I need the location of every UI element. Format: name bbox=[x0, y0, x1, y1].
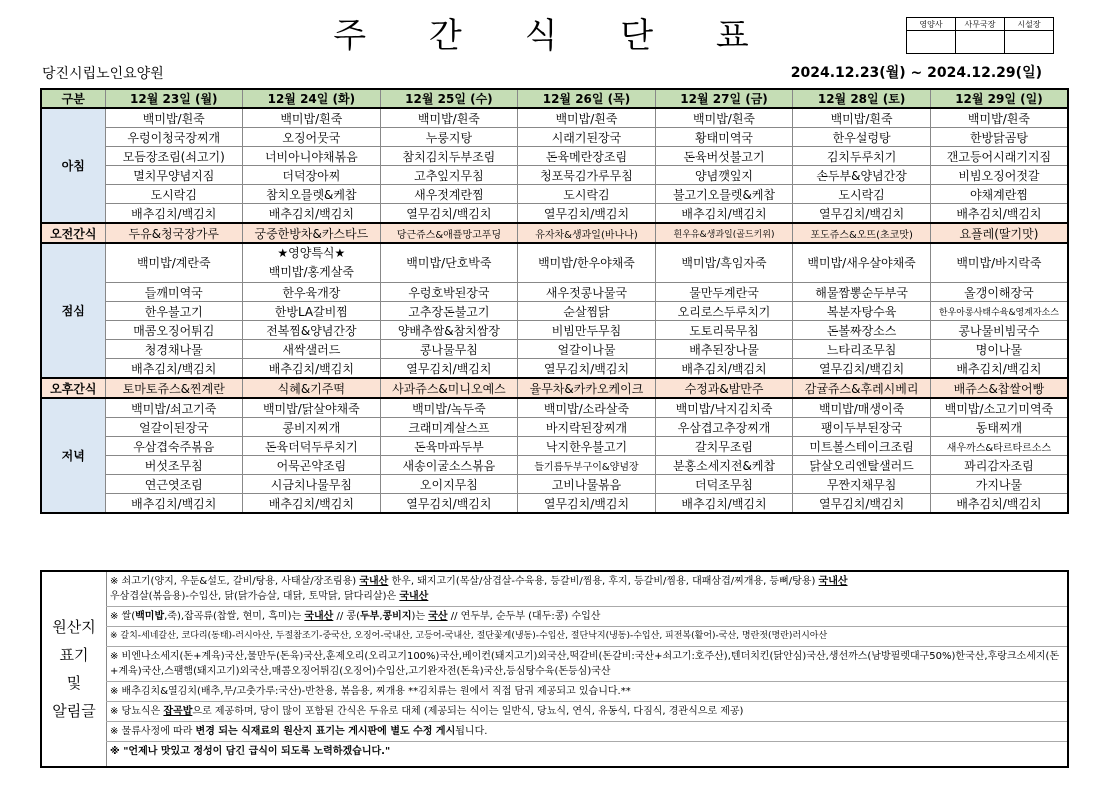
menu-cell: 콩나물비빔국수 bbox=[930, 321, 1068, 340]
note-text: ※ 물류사정에 따라 bbox=[110, 726, 196, 737]
snack-cell: 사과쥬스&미니오예스 bbox=[380, 378, 518, 398]
menu-cell: 새우까스&타르타르소스 bbox=[930, 437, 1068, 456]
notes-label-line: 원산지 bbox=[52, 618, 96, 636]
note-text: // 연두부, 순두부 (대두:콩) 수입산 bbox=[447, 611, 601, 622]
menu-cell: 바지락된장찌개 bbox=[518, 418, 656, 437]
menu-cell: 백미밥/흰죽 bbox=[380, 108, 518, 128]
note-kimchi: ※ 배추김치&열김치(배추,무/고춧가루:국산)-반찬용, 볶음용, 찌개용 **김치류는 원에서 직접 담궈 제공되고 있습니다.** bbox=[106, 682, 1067, 702]
snack-cell: 배쥬스&찹쌀어빵 bbox=[930, 378, 1068, 398]
breakfast-row bbox=[41, 204, 1068, 224]
snack-cell: 두유&청국장가루 bbox=[105, 223, 243, 243]
menu-cell: 시금치나물무침 bbox=[243, 475, 381, 494]
menu-cell: 백미밥/녹두죽 bbox=[380, 398, 518, 418]
breakfast-row bbox=[41, 128, 1068, 147]
menu-cell: 백미밥/바지락죽 bbox=[930, 243, 1068, 283]
note-emphasis: 변경 되는 식재료의 원산지 표기는 게시판에 별도 수정 게시 bbox=[195, 726, 456, 737]
note-diabetic bbox=[106, 702, 1067, 722]
snack-cell: 수정과&밤만주 bbox=[655, 378, 793, 398]
snack-cell: 식혜&기주떡 bbox=[243, 378, 381, 398]
page-title: 주 간 식 단 표 bbox=[333, 16, 775, 56]
lunch-row bbox=[41, 321, 1068, 340]
menu-cell: 모듬장조림(쇠고기) bbox=[105, 147, 243, 166]
menu-cell: 우삼겹숙주볶음 bbox=[105, 437, 243, 456]
column-header: 12월 26일 (목) bbox=[518, 89, 656, 108]
menu-cell: 백미밥/흰죽 bbox=[930, 108, 1068, 128]
menu-cell: 백미밥/흰죽 bbox=[793, 108, 931, 128]
lunch-row bbox=[41, 340, 1068, 359]
am_snack-label: 오전간식 bbox=[41, 223, 105, 243]
menu-cell: 양배추쌈&참치쌈장 bbox=[380, 321, 518, 340]
menu-cell: 동태찌개 bbox=[930, 418, 1068, 437]
menu-cell: 열무김치/백김치 bbox=[380, 359, 518, 379]
breakfast-row bbox=[41, 166, 1068, 185]
notes-label bbox=[42, 572, 107, 766]
menu-cell: 배추김치/백김치 bbox=[655, 359, 793, 379]
notes-label-line: 및 bbox=[66, 674, 82, 692]
menu-cell: 백미밥/흰죽 bbox=[105, 108, 243, 128]
menu-cell: 어묵곤약조림 bbox=[243, 456, 381, 475]
column-header: 12월 24일 (화) bbox=[243, 89, 381, 108]
menu-cell: 비빔오징어젓갈 bbox=[930, 166, 1068, 185]
menu-cell: 배추김치/백김치 bbox=[243, 494, 381, 514]
column-header: 12월 23일 (월) bbox=[105, 89, 243, 108]
note-text: ,죽),잡곡류(찹쌀, 현미, 흑미)는 bbox=[164, 611, 305, 622]
menu-cell: 도시락김 bbox=[793, 185, 931, 204]
menu-cell: 야채계란찜 bbox=[930, 185, 1068, 204]
menu-cell: 오리로스두루치기 bbox=[655, 302, 793, 321]
menu-cell: 백미밥/소고기미역죽 bbox=[930, 398, 1068, 418]
menu-cell: 불고기오믈렛&케찹 bbox=[655, 185, 793, 204]
menu-cell: 순살찜닭 bbox=[518, 302, 656, 321]
note-emphasis: 국내산 bbox=[399, 591, 429, 602]
menu-cell: 새우젓콩나물국 bbox=[518, 283, 656, 302]
approval-head: 시설장 bbox=[1005, 18, 1054, 31]
note-emphasis: 국산 bbox=[428, 611, 448, 622]
menu-cell: 배추김치/백김치 bbox=[930, 494, 1068, 514]
organization-name: 당진시립노인요양원 bbox=[42, 66, 164, 82]
breakfast-row bbox=[41, 147, 1068, 166]
menu-cell: 열무김치/백김치 bbox=[793, 494, 931, 514]
breakfast-row bbox=[41, 108, 1068, 128]
menu-cell: 배추김치/백김치 bbox=[243, 204, 381, 224]
menu-cell: 청포묵김가루무침 bbox=[518, 166, 656, 185]
notes-label-line: 알림글 bbox=[52, 702, 96, 720]
menu-cell: 물만두계란국 bbox=[655, 283, 793, 302]
menu-cell: 너비아니야채볶음 bbox=[243, 147, 381, 166]
note-text: ※ 쌀( bbox=[110, 611, 136, 622]
note-meat-origin bbox=[106, 572, 1067, 607]
menu-cell: 백미밥/소라살죽 bbox=[518, 398, 656, 418]
menu-cell: 새송이굴소스볶음 bbox=[380, 456, 518, 475]
lunch-row bbox=[41, 302, 1068, 321]
menu-cell: 해물짬뽕순두부국 bbox=[793, 283, 931, 302]
menu-cell: 열무김치/백김치 bbox=[793, 359, 931, 379]
menu-cell: 낙지한우불고기 bbox=[518, 437, 656, 456]
menu-cell: 백미밥/흑임자죽 bbox=[655, 243, 793, 283]
menu-cell: 배추김치/백김치 bbox=[930, 204, 1068, 224]
note-grain-origin bbox=[106, 607, 1067, 627]
note-emphasis: 국내산 bbox=[304, 611, 334, 622]
note-text: 됩니다. bbox=[455, 726, 488, 737]
menu-cell: 들깨미역국 bbox=[105, 283, 243, 302]
menu-cell: 배추김치/백김치 bbox=[105, 494, 243, 514]
note-emphasis: 백미밥 bbox=[135, 611, 165, 622]
menu-cell: 콩비지찌개 bbox=[243, 418, 381, 437]
menu-cell: 청경채나물 bbox=[105, 340, 243, 359]
approval-dietitian: 영양사 bbox=[907, 18, 956, 31]
menu-cell: 고추장돈불고기 bbox=[380, 302, 518, 321]
menu-cell: 도시락김 bbox=[105, 185, 243, 204]
menu-cell: 한방닭곰탕 bbox=[930, 128, 1068, 147]
menu-cell: 한우설렁탕 bbox=[793, 128, 931, 147]
menu-cell: 한우아롱사태수육&영계자소스 bbox=[930, 302, 1068, 321]
menu-cell: 갈치무조림 bbox=[655, 437, 793, 456]
menu-cell: 배추김치/백김치 bbox=[105, 204, 243, 224]
notes-body bbox=[106, 572, 1067, 761]
menu-cell: 백미밥/매생이죽 bbox=[793, 398, 931, 418]
note-text: 한우, 돼지고기(목살/삼겹살-수육용, 등갈비/찜용, 후지, 등갈비/찜용, 대패삼겹/찌개용, 등뼈/탕용) bbox=[388, 576, 819, 587]
menu-cell: 열무김치/백김치 bbox=[518, 204, 656, 224]
menu-cell: 돈볼짜장소스 bbox=[793, 321, 931, 340]
breakfast-row bbox=[41, 185, 1068, 204]
menu-cell: 백미밥/한우야채죽 bbox=[518, 243, 656, 283]
dinner-row bbox=[41, 456, 1068, 475]
lunch-row bbox=[41, 359, 1068, 379]
menu-cell: 손두부&양념간장 bbox=[793, 166, 931, 185]
snack-cell: 궁중한방차&카스타드 bbox=[243, 223, 381, 243]
column-header: 12월 25일 (수) bbox=[380, 89, 518, 108]
pm_snack-row bbox=[41, 378, 1068, 398]
note-emphasis: 잡곡밥 bbox=[163, 706, 193, 717]
menu-cell: 백미밥/낙지김치죽 bbox=[655, 398, 793, 418]
snack-cell: 토마토쥬스&찐계란 bbox=[105, 378, 243, 398]
notes-label-line: 표기 bbox=[59, 646, 89, 664]
menu-cell: 백미밥/흰죽 bbox=[518, 108, 656, 128]
snack-cell: 포도쥬스&오뜨(초코맛) bbox=[793, 223, 931, 243]
note-emphasis: 국내산 bbox=[359, 576, 389, 587]
note-text: 으로 제공하며, 당이 많이 포함된 간식은 두유로 대체 (제공되는 식이는 일반식, 당뇨식, 연식, 유동식, 다짐식, 경관식으로 제공) bbox=[192, 706, 744, 717]
menu-cell: 크래미계살스프 bbox=[380, 418, 518, 437]
menu-cell: 전복찜&양념간장 bbox=[243, 321, 381, 340]
menu-cell: 백미밥/새우살야채죽 bbox=[793, 243, 931, 283]
dinner-row bbox=[41, 437, 1068, 456]
menu-cell: 배추김치/백김치 bbox=[930, 359, 1068, 379]
snack-cell: 율무차&카카오케이크 bbox=[518, 378, 656, 398]
header-row bbox=[41, 89, 1068, 108]
menu-cell: 백미밥/계란죽 bbox=[105, 243, 243, 283]
column-header: 12월 27일 (금) bbox=[655, 89, 793, 108]
note-change bbox=[106, 722, 1067, 742]
menu-cell: 돈육마파두부 bbox=[380, 437, 518, 456]
menu-cell: 새우젓계란찜 bbox=[380, 185, 518, 204]
menu-cell: 꽈리감자조림 bbox=[930, 456, 1068, 475]
lunch-row bbox=[41, 243, 1068, 283]
menu-cell: 열무김치/백김치 bbox=[380, 494, 518, 514]
note-emphasis: 콩비지 bbox=[382, 611, 412, 622]
menu-cell: ★영양특식★ 백미밥/홍게살죽 bbox=[243, 243, 381, 283]
menu-cell: 열무김치/백김치 bbox=[793, 204, 931, 224]
menu-cell: 한우육개장 bbox=[243, 283, 381, 302]
menu-cell: 닭살오리엔탈샐러드 bbox=[793, 456, 931, 475]
menu-cell: 배추된장나물 bbox=[655, 340, 793, 359]
menu-cell: 오이지무침 bbox=[380, 475, 518, 494]
dinner-label: 저녁 bbox=[41, 398, 105, 513]
menu-cell: 연근엿조림 bbox=[105, 475, 243, 494]
lunch-row bbox=[41, 283, 1068, 302]
menu-cell: 우렁이청국장찌개 bbox=[105, 128, 243, 147]
menu-cell: 돈육더덕두루치기 bbox=[243, 437, 381, 456]
pm_snack-label: 오후간식 bbox=[41, 378, 105, 398]
menu-cell: 백미밥/닭살야채죽 bbox=[243, 398, 381, 418]
menu-cell: 김치두루치기 bbox=[793, 147, 931, 166]
menu-cell: 우삼겹고추장찌개 bbox=[655, 418, 793, 437]
menu-cell: 매콤오징어튀김 bbox=[105, 321, 243, 340]
menu-cell: 버섯조무침 bbox=[105, 456, 243, 475]
menu-cell: 열무김치/백김치 bbox=[518, 359, 656, 379]
menu-cell: 백미밥/흰죽 bbox=[243, 108, 381, 128]
signature-cell bbox=[1005, 31, 1054, 54]
note-text: )는 bbox=[411, 611, 429, 622]
menu-cell: 올갱이해장국 bbox=[930, 283, 1068, 302]
menu-cell: 황태미역국 bbox=[655, 128, 793, 147]
menu-cell: 분홍소세지전&케찹 bbox=[655, 456, 793, 475]
snack-cell: 흰우유&생과일(골드키위) bbox=[655, 223, 793, 243]
dinner-row bbox=[41, 418, 1068, 437]
note-emphasis: 두부 bbox=[359, 611, 380, 622]
menu-cell: 참치오믈렛&케찹 bbox=[243, 185, 381, 204]
dinner-row bbox=[41, 494, 1068, 514]
menu-period: 2024.12.23(월) ~ 2024.12.29(일) bbox=[790, 65, 1042, 81]
snack-cell: 유자차&생과일(바나나) bbox=[518, 223, 656, 243]
note-text: ※ 당뇨식은 bbox=[110, 706, 164, 717]
menu-cell: 누룽지탕 bbox=[380, 128, 518, 147]
note-text: ※ 쇠고기(양지, 우둔&설도, 갈비/탕용, 사태살/장조림용) bbox=[110, 576, 360, 587]
menu-cell: 미트볼스테이크조림 bbox=[793, 437, 931, 456]
menu-cell: 더덕장아찌 bbox=[243, 166, 381, 185]
breakfast-label: 아침 bbox=[41, 108, 105, 223]
signature-cell bbox=[907, 31, 956, 54]
note-text: , bbox=[379, 611, 383, 622]
menu-cell: 고비나물볶음 bbox=[518, 475, 656, 494]
menu-cell: 콩나물무침 bbox=[380, 340, 518, 359]
menu-cell: 시래기된장국 bbox=[518, 128, 656, 147]
menu-cell: 열무김치/백김치 bbox=[380, 204, 518, 224]
menu-cell: 더덕조무침 bbox=[655, 475, 793, 494]
menu-cell: 얼갈이된장국 bbox=[105, 418, 243, 437]
note-seafood-origin: ※ 갈치-세네갈산, 코다리(동태)-러시아산, 두절참조기-중국산, 오징어-국내산, 고등어-국내산, 절단꽃게(냉동)-수입산, 절단낙지(냉동)-수입산, 피전복(활어)-국산, 명란젓(명란)러시아산 bbox=[106, 627, 1067, 647]
menu-cell: 양념깻잎지 bbox=[655, 166, 793, 185]
menu-cell: 한방LA갈비찜 bbox=[243, 302, 381, 321]
note-emphasis: 국내산 bbox=[818, 576, 848, 587]
menu-cell: 열무김치/백김치 bbox=[518, 494, 656, 514]
menu-cell: 백미밥/흰죽 bbox=[655, 108, 793, 128]
column-header: 12월 28일 (토) bbox=[793, 89, 931, 108]
snack-cell: 요플레(딸기맛) bbox=[930, 223, 1068, 243]
menu-cell: 느타리조무침 bbox=[793, 340, 931, 359]
menu-cell: 한우불고기 bbox=[105, 302, 243, 321]
menu-cell: 배추김치/백김치 bbox=[105, 359, 243, 379]
menu-cell: 돈육메란장조림 bbox=[518, 147, 656, 166]
note-processed-origin: ※ 비엔나소세지(돈+계육)국산,물만두(돈육)국산,훈제오리(오리고기100%)국산,베이컨(돼지고기)외국산,떡갈비(돈갈비:국산+쇠고기:호주산),텐더치킨(닭안심)국산,생선까스(남방필렛대구50%)한국산,후랑크소세지(돈+계육)국산,스팸햄(돼지고기)외국산,매콤오징어튀김(오징어)수입산,고기완자전(돈육)국산,등심탕수육(돈등심)국산 bbox=[106, 647, 1067, 682]
menu-cell: 배추김치/백김치 bbox=[655, 204, 793, 224]
menu-cell: 멸치무양념지짐 bbox=[105, 166, 243, 185]
approval-box bbox=[906, 17, 1054, 54]
menu-cell: 가지나물 bbox=[930, 475, 1068, 494]
menu-cell: 참치김치두부조림 bbox=[380, 147, 518, 166]
column-header: 구분 bbox=[41, 89, 105, 108]
notes-section bbox=[40, 570, 1069, 768]
am_snack-row bbox=[41, 223, 1068, 243]
menu-cell: 팽이두부된장국 bbox=[793, 418, 931, 437]
note-text: 우삼겹살(볶음용)-수입산, 닭(닭가슴살, 대닭, 토막닭, 닭다리살)은 bbox=[110, 591, 400, 602]
menu-cell: 복분자탕수육 bbox=[793, 302, 931, 321]
approval-director: 사무국장 bbox=[956, 18, 1005, 31]
note-promise: ※ "언제나 맛있고 정성이 담긴 급식이 되도록 노력하겠습니다." bbox=[110, 746, 391, 757]
menu-cell: 비빔만두무침 bbox=[518, 321, 656, 340]
column-header: 12월 29일 (일) bbox=[930, 89, 1068, 108]
menu-cell: 배추김치/백김치 bbox=[655, 494, 793, 514]
menu-cell: 갠고등어시래기지짐 bbox=[930, 147, 1068, 166]
menu-cell: 오징어뭇국 bbox=[243, 128, 381, 147]
menu-cell: 우렁호박된장국 bbox=[380, 283, 518, 302]
menu-cell: 배추김치/백김치 bbox=[243, 359, 381, 379]
dinner-row bbox=[41, 398, 1068, 418]
menu-cell: 들기름두부구이&양념장 bbox=[518, 456, 656, 475]
menu-cell: 고추잎지무침 bbox=[380, 166, 518, 185]
menu-cell: 명이나물 bbox=[930, 340, 1068, 359]
menu-cell: 얼갈이나물 bbox=[518, 340, 656, 359]
menu-cell: 새싹샐러드 bbox=[243, 340, 381, 359]
weekly-menu-table bbox=[40, 88, 1069, 514]
menu-cell: 백미밥/쇠고기죽 bbox=[105, 398, 243, 418]
menu-cell: 돈육버섯불고기 bbox=[655, 147, 793, 166]
menu-cell: 도시락김 bbox=[518, 185, 656, 204]
dinner-row bbox=[41, 475, 1068, 494]
lunch-label: 점심 bbox=[41, 243, 105, 378]
menu-cell: 도토리묵무침 bbox=[655, 321, 793, 340]
note-text: // 콩( bbox=[333, 611, 360, 622]
snack-cell: 감귤쥬스&후레시베리 bbox=[793, 378, 931, 398]
menu-cell: 무짠지채무침 bbox=[793, 475, 931, 494]
snack-cell: 당근쥬스&애플망고푸딩 bbox=[380, 223, 518, 243]
menu-cell: 백미밥/단호박죽 bbox=[380, 243, 518, 283]
signature-cell bbox=[956, 31, 1005, 54]
